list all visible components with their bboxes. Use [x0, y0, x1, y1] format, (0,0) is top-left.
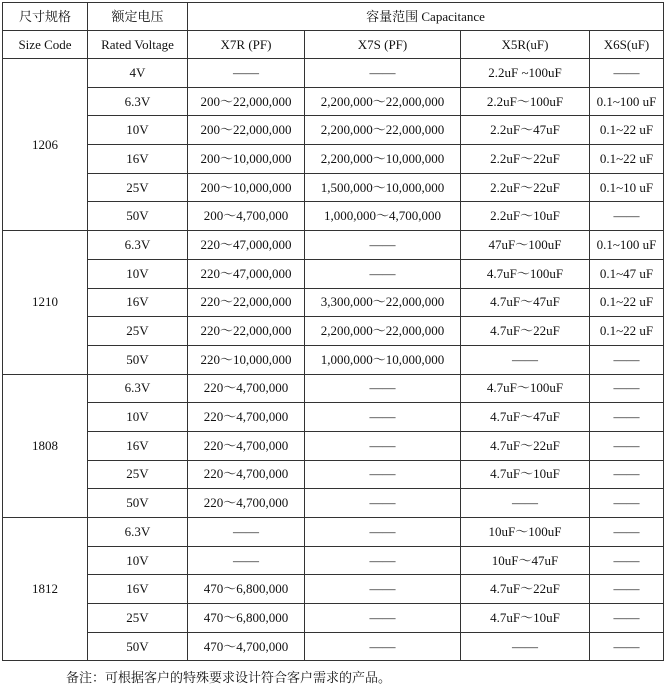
voltage-cell: 10V	[88, 546, 188, 575]
x7r-cell: 200～10,000,000	[188, 173, 305, 202]
table-row	[3, 173, 664, 202]
voltage-cell: 6.3V	[88, 87, 188, 116]
voltage-cell: 25V	[88, 460, 188, 489]
x7r-cell: 200～4,700,000	[188, 202, 305, 231]
table-row	[3, 489, 664, 518]
table-row	[3, 259, 664, 288]
x7r-cell: 200～22,000,000	[188, 87, 305, 116]
table-row	[3, 546, 664, 575]
voltage-cell: 50V	[88, 202, 188, 231]
voltage-cell: 50V	[88, 489, 188, 518]
voltage-cell: 25V	[88, 317, 188, 346]
x6s-cell: 0.1~10 uF	[590, 173, 664, 202]
x5r-cell: 2.2uF～47uF	[461, 116, 590, 145]
table-row	[3, 116, 664, 145]
x5r-cell: 4.7uF～22uF	[461, 575, 590, 604]
x5r-cell: 4.7uF～22uF	[461, 431, 590, 460]
x7s-header: X7S (PF)	[305, 31, 461, 59]
x5r-cell: 2.2uF ~100uF	[461, 59, 590, 88]
x7s-cell: ——	[305, 489, 461, 518]
table-header	[3, 3, 664, 59]
voltage-cell: 6.3V	[88, 231, 188, 260]
x7r-cell: 220～4,700,000	[188, 489, 305, 518]
x7s-cell: ——	[305, 259, 461, 288]
voltage-cell: 10V	[88, 259, 188, 288]
table-row	[3, 374, 664, 403]
table-row	[3, 145, 664, 174]
size-code-cell: 1206	[3, 59, 88, 231]
table-row	[3, 288, 664, 317]
size-header-cn: 尺寸规格	[3, 3, 88, 31]
voltage-cell: 6.3V	[88, 518, 188, 547]
x7s-cell: ——	[305, 575, 461, 604]
x7r-cell: 200～10,000,000	[188, 145, 305, 174]
x7r-cell: 220～47,000,000	[188, 231, 305, 260]
table-row	[3, 575, 664, 604]
x7r-cell: 220～47,000,000	[188, 259, 305, 288]
x7s-cell: ——	[305, 518, 461, 547]
x5r-cell: 4.7uF～10uF	[461, 604, 590, 633]
x7s-cell: ——	[305, 59, 461, 88]
x6s-cell: 0.1~100 uF	[590, 231, 664, 260]
voltage-cell: 16V	[88, 288, 188, 317]
table-row	[3, 431, 664, 460]
x5r-cell: 47uF～100uF	[461, 231, 590, 260]
table-row	[3, 317, 664, 346]
x5r-cell: ——	[461, 489, 590, 518]
x7s-cell: 2,200,000～22,000,000	[305, 317, 461, 346]
x7s-cell: ——	[305, 431, 461, 460]
table-row	[3, 59, 664, 88]
x6s-cell: ——	[590, 546, 664, 575]
x5r-cell: 4.7uF～100uF	[461, 259, 590, 288]
x6s-cell: 0.1~22 uF	[590, 116, 664, 145]
x6s-cell: ——	[590, 489, 664, 518]
x7r-cell: 220～10,000,000	[188, 345, 305, 374]
table-row	[3, 403, 664, 432]
table-row	[3, 87, 664, 116]
x5r-cell: 2.2uF～22uF	[461, 173, 590, 202]
voltage-cell: 16V	[88, 431, 188, 460]
x5r-header: X5R(uF)	[461, 31, 590, 59]
x6s-cell: 0.1~22 uF	[590, 288, 664, 317]
size-header-en: Size Code	[3, 31, 88, 59]
x7r-cell: 470～6,800,000	[188, 575, 305, 604]
x6s-cell: 0.1~22 uF	[590, 317, 664, 346]
x7r-header: X7R (PF)	[188, 31, 305, 59]
x5r-cell: 10uF～47uF	[461, 546, 590, 575]
table-row	[3, 202, 664, 231]
x5r-cell: 2.2uF～100uF	[461, 87, 590, 116]
voltage-cell: 10V	[88, 403, 188, 432]
x6s-cell: ——	[590, 345, 664, 374]
x6s-cell: 0.1~47 uF	[590, 259, 664, 288]
x6s-cell: ——	[590, 202, 664, 231]
x7s-cell: 2,200,000～10,000,000	[305, 145, 461, 174]
voltage-header-en: Rated Voltage	[88, 31, 188, 59]
capacitance-table	[2, 2, 664, 661]
x7r-cell: 200～22,000,000	[188, 116, 305, 145]
size-code-cell: 1812	[3, 518, 88, 661]
voltage-cell: 50V	[88, 632, 188, 661]
x5r-cell: 4.7uF～47uF	[461, 403, 590, 432]
x7s-cell: ——	[305, 374, 461, 403]
x5r-cell: 2.2uF～10uF	[461, 202, 590, 231]
x5r-cell: 4.7uF～22uF	[461, 317, 590, 346]
voltage-cell: 10V	[88, 116, 188, 145]
x7r-cell: ——	[188, 518, 305, 547]
x5r-cell: ——	[461, 345, 590, 374]
x6s-cell: 0.1~100 uF	[590, 87, 664, 116]
x6s-cell: ——	[590, 604, 664, 633]
voltage-header-cn: 额定电压	[88, 3, 188, 31]
x6s-cell: ——	[590, 632, 664, 661]
x7r-cell: 220～22,000,000	[188, 288, 305, 317]
table-body	[3, 59, 664, 661]
voltage-cell: 25V	[88, 173, 188, 202]
voltage-cell: 16V	[88, 145, 188, 174]
x7r-cell: 220～4,700,000	[188, 403, 305, 432]
x5r-cell: ——	[461, 632, 590, 661]
x7s-cell: ——	[305, 460, 461, 489]
size-code-cell: 1808	[3, 374, 88, 517]
capacitance-header: 容量范围 Capacitance	[188, 3, 664, 31]
x5r-cell: 4.7uF～47uF	[461, 288, 590, 317]
x7r-cell: 220～22,000,000	[188, 317, 305, 346]
table-row	[3, 345, 664, 374]
x6s-cell: ——	[590, 403, 664, 432]
voltage-cell: 25V	[88, 604, 188, 633]
table-row	[3, 632, 664, 661]
x6s-cell: 0.1~22 uF	[590, 145, 664, 174]
x6s-cell: ——	[590, 575, 664, 604]
x7r-cell: 470～6,800,000	[188, 604, 305, 633]
x7s-cell: ——	[305, 546, 461, 575]
x7s-cell: 1,500,000～10,000,000	[305, 173, 461, 202]
x7r-cell: 220～4,700,000	[188, 374, 305, 403]
x6s-header: X6S(uF)	[590, 31, 664, 59]
x7s-cell: 2,200,000～22,000,000	[305, 116, 461, 145]
table-row	[3, 604, 664, 633]
x5r-cell: 4.7uF～10uF	[461, 460, 590, 489]
x7r-cell: 470～4,700,000	[188, 632, 305, 661]
voltage-cell: 4V	[88, 59, 188, 88]
x7s-cell: 1,000,000～10,000,000	[305, 345, 461, 374]
x7s-cell: 1,000,000～4,700,000	[305, 202, 461, 231]
x7s-cell: ——	[305, 403, 461, 432]
x5r-cell: 2.2uF～22uF	[461, 145, 590, 174]
x7r-cell: ——	[188, 59, 305, 88]
x6s-cell: ——	[590, 59, 664, 88]
voltage-cell: 50V	[88, 345, 188, 374]
x6s-cell: ——	[590, 518, 664, 547]
voltage-cell: 16V	[88, 575, 188, 604]
table-row	[3, 518, 664, 547]
x6s-cell: ——	[590, 460, 664, 489]
x7s-cell: ——	[305, 632, 461, 661]
size-code-cell: 1210	[3, 231, 88, 374]
x6s-cell: ——	[590, 431, 664, 460]
x7r-cell: 220～4,700,000	[188, 460, 305, 489]
x6s-cell: ——	[590, 374, 664, 403]
x5r-cell: 4.7uF～100uF	[461, 374, 590, 403]
voltage-cell: 6.3V	[88, 374, 188, 403]
x7s-cell: 2,200,000～22,000,000	[305, 87, 461, 116]
table-row	[3, 231, 664, 260]
x7s-cell: ——	[305, 231, 461, 260]
table-row	[3, 460, 664, 489]
x7r-cell: ——	[188, 546, 305, 575]
x7s-cell: ——	[305, 604, 461, 633]
x5r-cell: 10uF～100uF	[461, 518, 590, 547]
footnote: 备注：可根据客户的特殊要求设计符合客户需求的产品。	[66, 670, 392, 685]
x7r-cell: 220～4,700,000	[188, 431, 305, 460]
x7s-cell: 3,300,000～22,000,000	[305, 288, 461, 317]
